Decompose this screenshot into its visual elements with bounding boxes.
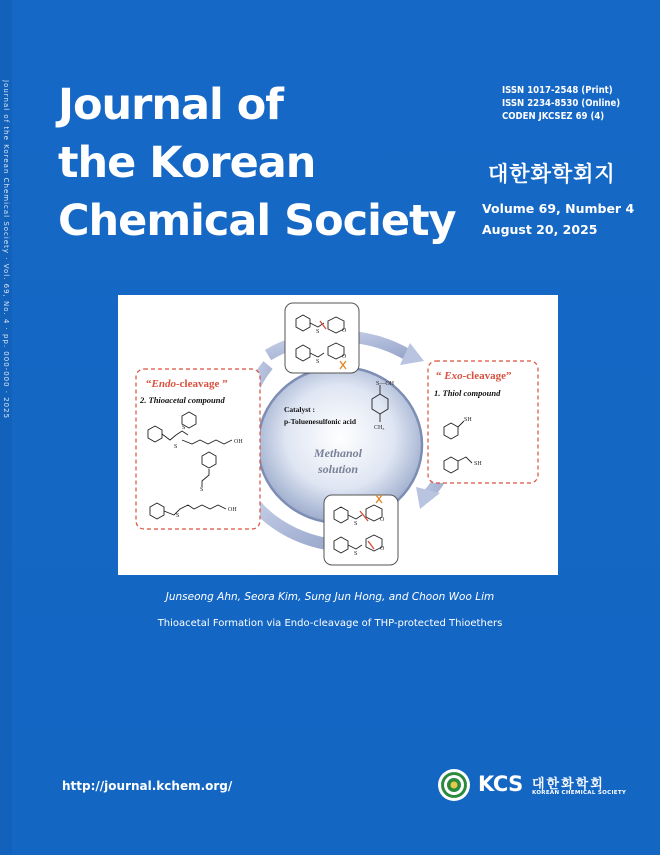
svg-text:S: S: [354, 551, 358, 557]
issn-online: ISSN 2234-8530 (Online): [502, 98, 621, 109]
methyl-group-label: CH₃: [374, 425, 385, 431]
volume-number: Volume 69, Number 4: [482, 201, 635, 216]
catalyst-label-2: p-Toluenesulfonic acid: [284, 417, 357, 426]
journal-title-line-3: Chemical Society: [58, 196, 456, 246]
issue-date: August 20, 2025: [482, 222, 598, 237]
kcs-logo-letters: KCS: [478, 772, 523, 796]
exo-label: “ Exo-cleavage”: [436, 370, 512, 382]
journal-url[interactable]: http://journal.kchem.org/: [62, 779, 233, 793]
sulfonic-group-label: S—OH: [376, 381, 395, 387]
svg-text:O: O: [380, 546, 385, 552]
endo-product-label: 2. Thioacetal compound: [140, 395, 225, 405]
svg-text:S: S: [174, 444, 178, 450]
svg-text:S: S: [176, 513, 180, 519]
svg-text:O: O: [380, 517, 385, 523]
svg-text:S: S: [354, 521, 358, 527]
kcs-logo-english: KOREAN CHEMICAL SOCIETY: [532, 790, 627, 796]
journal-title: [58, 76, 456, 250]
endo-cleavage-box: [136, 369, 260, 529]
svg-text:SH: SH: [474, 461, 482, 467]
svg-text:OH: OH: [228, 507, 237, 513]
cover-figure: [118, 295, 558, 575]
exo-product-label: 1. Thiol compound: [434, 388, 501, 398]
substrate-box-top: [285, 303, 359, 373]
journal-title-line-1: Journal of: [58, 80, 283, 130]
svg-text:S: S: [182, 425, 186, 431]
svg-text:O: O: [342, 354, 347, 360]
spine-edge: [0, 0, 12, 855]
coden: CODEN JKCSEZ 69 (4): [502, 111, 605, 122]
article-title: Thioacetal Formation via Endo-cleavage of THP-protected Thioethers: [157, 618, 503, 629]
substrate-box-bottom: [324, 495, 398, 565]
solvent-label-2: solution: [317, 462, 359, 476]
svg-text:S: S: [200, 487, 204, 493]
exo-cleavage-box: [428, 361, 538, 483]
article-authors: Junseong Ahn, Seora Kim, Sung Jun Hong, and Choon Woo Lim: [165, 591, 495, 603]
issn-print: ISSN 1017-2548 (Print): [502, 85, 613, 96]
issue-info: [482, 198, 634, 240]
catalyst-label-1: Catalyst :: [284, 405, 316, 414]
spine-text: Journal of the Korean Chemical Society · Vol. 69, No. 4 · pp. 000-000 · 2025: [2, 80, 10, 420]
reaction-scheme: [118, 295, 558, 575]
svg-text:S: S: [316, 329, 320, 335]
svg-text:SH: SH: [464, 417, 472, 423]
kcs-logo-korean: 대한화학회: [532, 777, 605, 792]
journal-title-line-2: the Korean: [58, 138, 316, 188]
journal-korean-name: 대한화학회지: [488, 162, 616, 186]
issn-block: [502, 84, 620, 123]
svg-text:S: S: [316, 359, 320, 365]
solvent-label-1: Methanol: [313, 446, 363, 460]
kcs-emblem-icon: [436, 767, 472, 803]
svg-text:O: O: [342, 328, 347, 334]
svg-text:OH: OH: [234, 439, 243, 445]
endo-label: “Endo-cleavage ”: [146, 378, 228, 390]
